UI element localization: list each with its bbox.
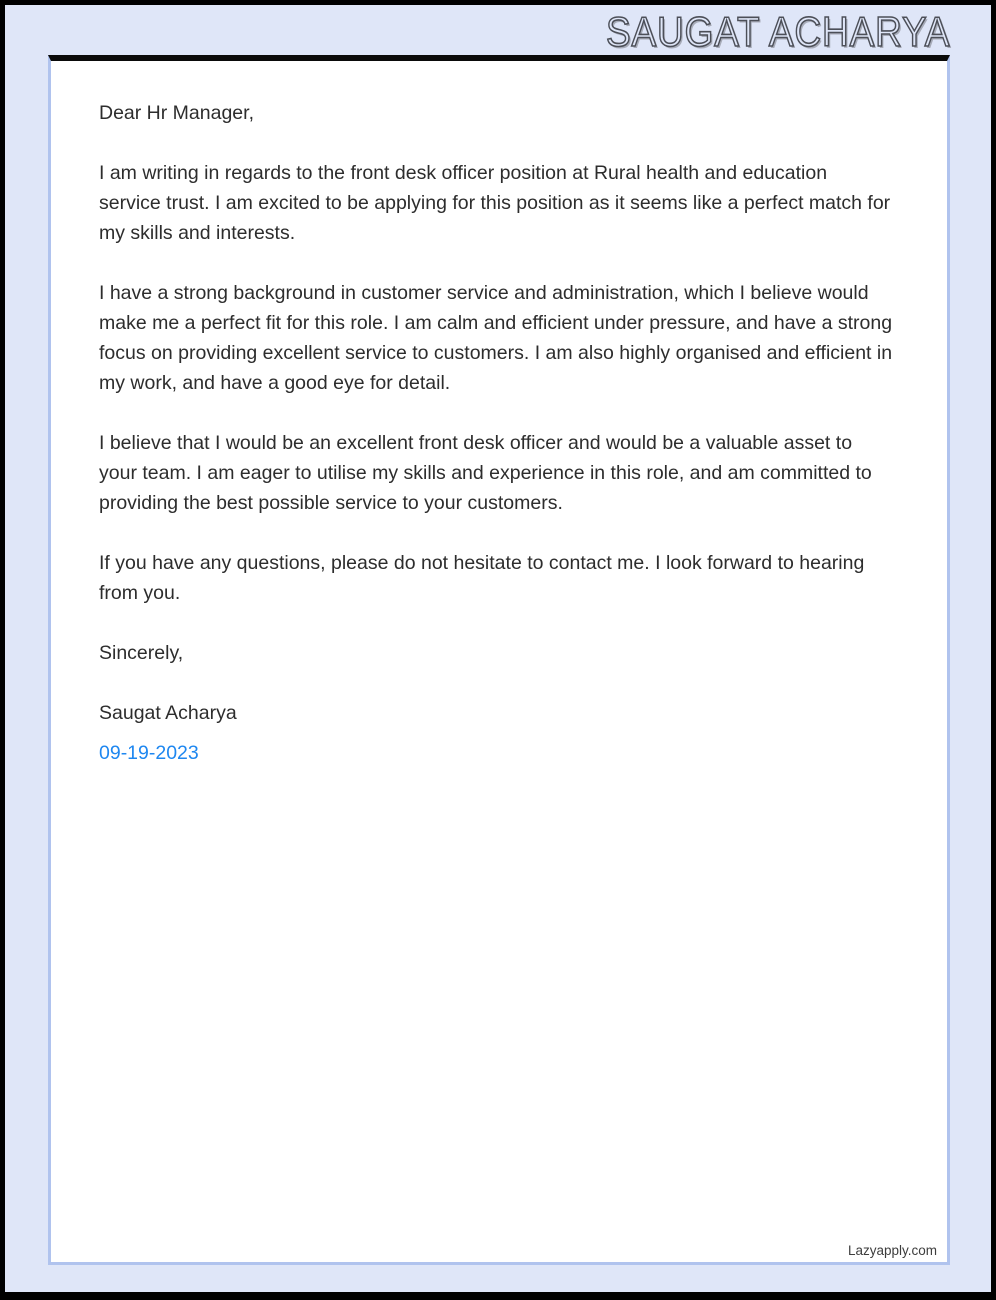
letter-greeting: Dear Hr Manager, <box>99 102 254 124</box>
letter-paragraph-2: I have a strong background in customer service and administration, which I believe would make me a perfect fit for this role. I am calm and efficient under pressure, and have a strong focus on providing excellent service to customers. I am also highly organised and efficient in my work, and have a good eye for detail. <box>99 282 893 394</box>
letter-paragraph-3: I believe that I would be an excellent front desk officer and would be a valuable asset to your team. I am eager to utilise my skills and experience in this role, and am committed to providing the best possible service to your customers. <box>99 432 872 514</box>
footer-brand: Lazyapply.com <box>847 1243 937 1258</box>
letter-paragraph-1: I am writing in regards to the front desk officer position at Rural health and education service trust. I am excited to be applying for this position as it seems like a perfect match for my skills and interests. <box>99 162 891 244</box>
letterhead <box>48 5 950 55</box>
letter-date[interactable]: 09-19-2023 <box>99 742 199 764</box>
header-name: SAUGAT ACHARYA <box>605 8 950 55</box>
letter-paragraph-4: If you have any questions, please do not hesitate to contact me. I look forward to hearing from you. <box>99 552 865 604</box>
letter-closing: Sincerely, <box>99 642 184 664</box>
signature-name: Saugat Acharya <box>99 702 237 724</box>
letter-body <box>99 98 893 768</box>
letter-document <box>48 55 950 1265</box>
